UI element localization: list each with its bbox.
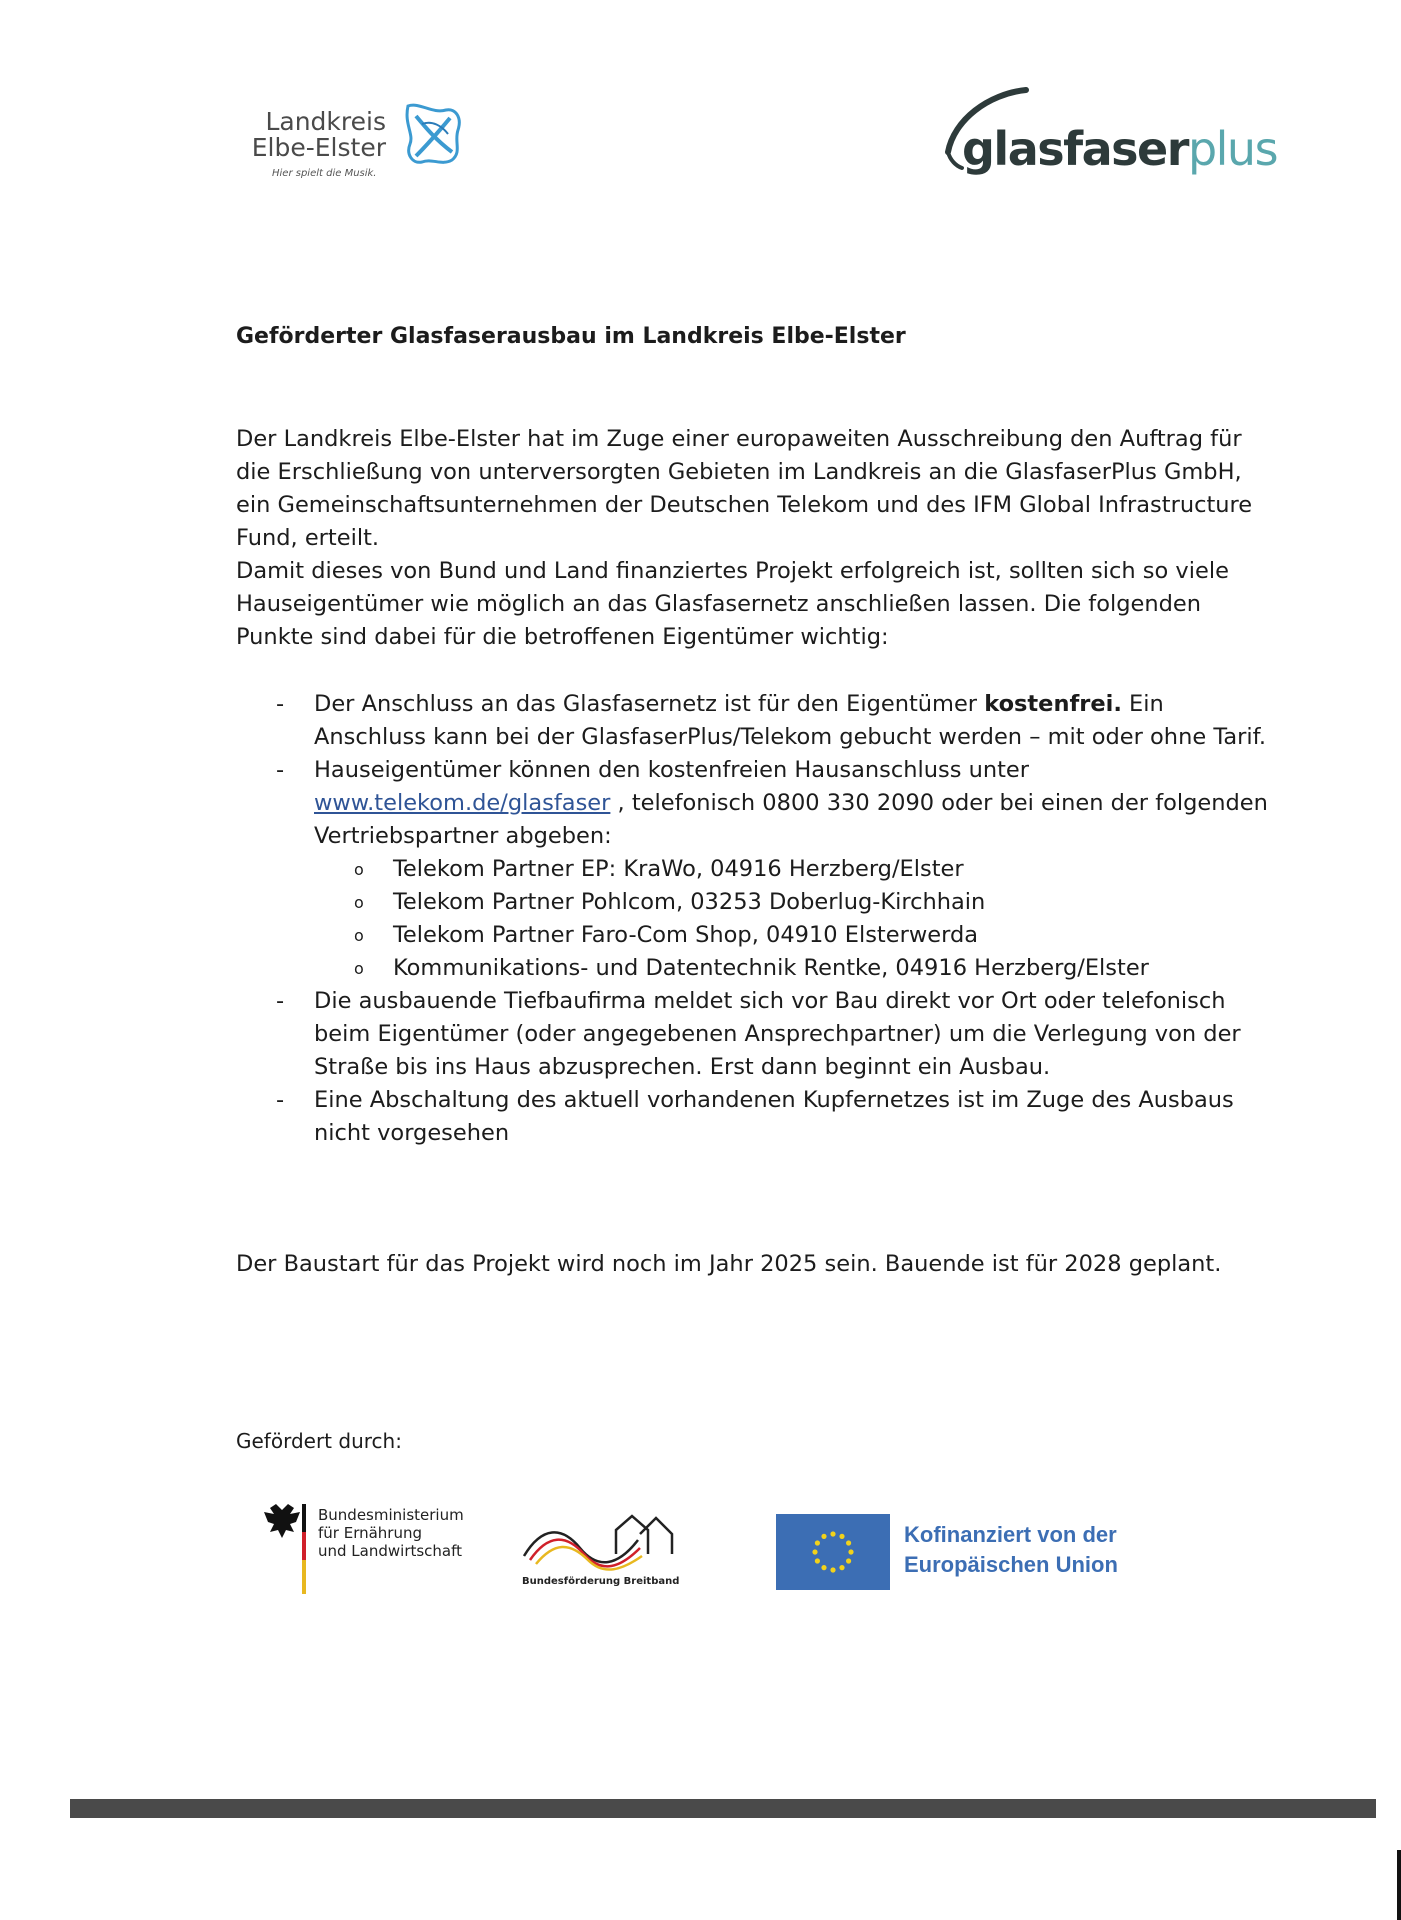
bullet-dash: - bbox=[276, 757, 285, 783]
bullet-text: Die ausbauende Tiefbaufirma meldet sich vor Bau direkt vor Ort oder telefonisch beim Eigentümer (oder angegebenen Ansprechpartner) um die Verlegung von der Straße bis ins Haus abzusprechen. Erst dann beginnt ein Ausbau. bbox=[314, 988, 1241, 1080]
footer-bar bbox=[70, 1799, 1376, 1818]
partner-text: Telekom Partner EP: KraWo, 04916 Herzberg/Elster bbox=[393, 856, 964, 882]
eu-text bbox=[904, 1520, 1118, 1580]
eu-flag-icon bbox=[776, 1514, 890, 1590]
bullet-item bbox=[236, 985, 1276, 1084]
bullet-text: Der Anschluss an das Glasfasernetz ist für den Eigentümer bbox=[314, 691, 985, 717]
bullet-text: , telefonisch 0800 330 2090 oder bei einen der folgenden Vertriebspartner abgeben: bbox=[314, 790, 1268, 849]
intro-paragraph: Damit dieses von Bund und Land finanziertes Projekt erfolgreich ist, sollten sich so viele Hauseigentümer wie möglich an das Glasfasernetz anschließen lassen. Die folgenden Punkte sind dabei für die betroffenen Eigentümer wichtig: bbox=[236, 558, 1229, 650]
bullet-text: Hauseigentümer können den kostenfreien Hausanschluss unter bbox=[314, 757, 1030, 783]
partner-text: Telekom Partner Pohlcom, 03253 Doberlug-Kirchhain bbox=[393, 889, 986, 915]
glasfaserplus-wordmark-part2: plus bbox=[1187, 122, 1278, 176]
landkreis-logo-line2: Elbe-Elster bbox=[251, 133, 386, 162]
partner-item bbox=[236, 919, 1276, 952]
partner-item bbox=[236, 952, 1276, 985]
circle-bullet-icon: o bbox=[354, 959, 364, 978]
bullet-list bbox=[236, 688, 1276, 1150]
circle-bullet-icon: o bbox=[354, 926, 364, 945]
bullet-dash: - bbox=[276, 988, 285, 1014]
closing-paragraph: Der Baustart für das Projekt wird noch im Jahr 2025 sein. Bauende ist für 2028 geplant. bbox=[236, 1251, 1222, 1277]
federal-eagle-icon bbox=[252, 1500, 312, 1600]
glasfaserplus-logo bbox=[928, 80, 1278, 190]
bullet-item bbox=[236, 688, 1276, 754]
glasfaserplus-wordmark-part1: glasfaser bbox=[962, 122, 1188, 176]
breitband-label: Bundesförderung Breitband bbox=[522, 1576, 680, 1587]
eu-logo bbox=[776, 1514, 1176, 1592]
bullet-dash: - bbox=[276, 1087, 285, 1113]
landkreis-logo-line1: Landkreis bbox=[265, 107, 386, 136]
intro-section bbox=[236, 423, 1256, 654]
bmel-text-line: und Landwirtschaft bbox=[318, 1542, 463, 1560]
bullet-text: Eine Abschaltung des aktuell vorhandenen Kupfernetzes ist im Zuge des Ausbaus nicht vorgesehen bbox=[314, 1087, 1234, 1146]
partner-item bbox=[236, 853, 1276, 886]
bullet-emphasis: kostenfrei. bbox=[984, 691, 1122, 717]
bullet-text: Ein Anschluss kann bei der GlasfaserPlus/Telekom gebucht werden – mit oder ohne Tarif. bbox=[314, 691, 1267, 750]
telekom-glasfaser-link[interactable]: www.telekom.de/glasfaser bbox=[314, 790, 611, 816]
scan-edge-mark bbox=[1397, 1850, 1401, 1920]
partner-item bbox=[236, 886, 1276, 919]
intro-paragraph: Der Landkreis Elbe-Elster hat im Zuge einer europaweiten Ausschreibung den Auftrag für die Erschließung von unterversorgten Gebieten im Landkreis an die GlasfaserPlus GmbH, ein Gemeinschaftsunternehmen der Deutschen Telekom und des IFM Global Infrastructure Fund, erteilt. bbox=[236, 426, 1253, 551]
eu-text-line: Kofinanziert von der bbox=[904, 1522, 1117, 1547]
bmel-logo bbox=[252, 1500, 482, 1600]
bullet-item bbox=[236, 1084, 1276, 1150]
landkreis-logo bbox=[251, 100, 472, 184]
document-title: Geförderter Glasfaserausbau im Landkreis Elbe-Elster bbox=[236, 324, 906, 349]
bmel-text-line: Bundesministerium bbox=[318, 1506, 464, 1524]
bullet-dash: - bbox=[276, 691, 285, 717]
breitband-waves-icon bbox=[520, 1504, 700, 1574]
landkreis-logo-slogan: Hier spielt die Musik. bbox=[272, 168, 377, 179]
funded-by-label: Gefördert durch: bbox=[236, 1429, 402, 1453]
glasfaserplus-wordmark bbox=[962, 122, 1277, 176]
breitband-logo bbox=[520, 1504, 700, 1600]
circle-bullet-icon: o bbox=[354, 860, 364, 879]
bullet-item bbox=[236, 754, 1276, 853]
landkreis-emblem-icon bbox=[402, 100, 468, 170]
eu-text-line: Europäischen Union bbox=[904, 1552, 1118, 1577]
circle-bullet-icon: o bbox=[354, 893, 364, 912]
bmel-text bbox=[318, 1506, 464, 1560]
bmel-text-line: für Ernährung bbox=[318, 1524, 423, 1542]
partner-text: Kommunikations- und Datentechnik Rentke, 04916 Herzberg/Elster bbox=[393, 955, 1149, 981]
partner-text: Telekom Partner Faro-Com Shop, 04910 Elsterwerda bbox=[393, 922, 979, 948]
